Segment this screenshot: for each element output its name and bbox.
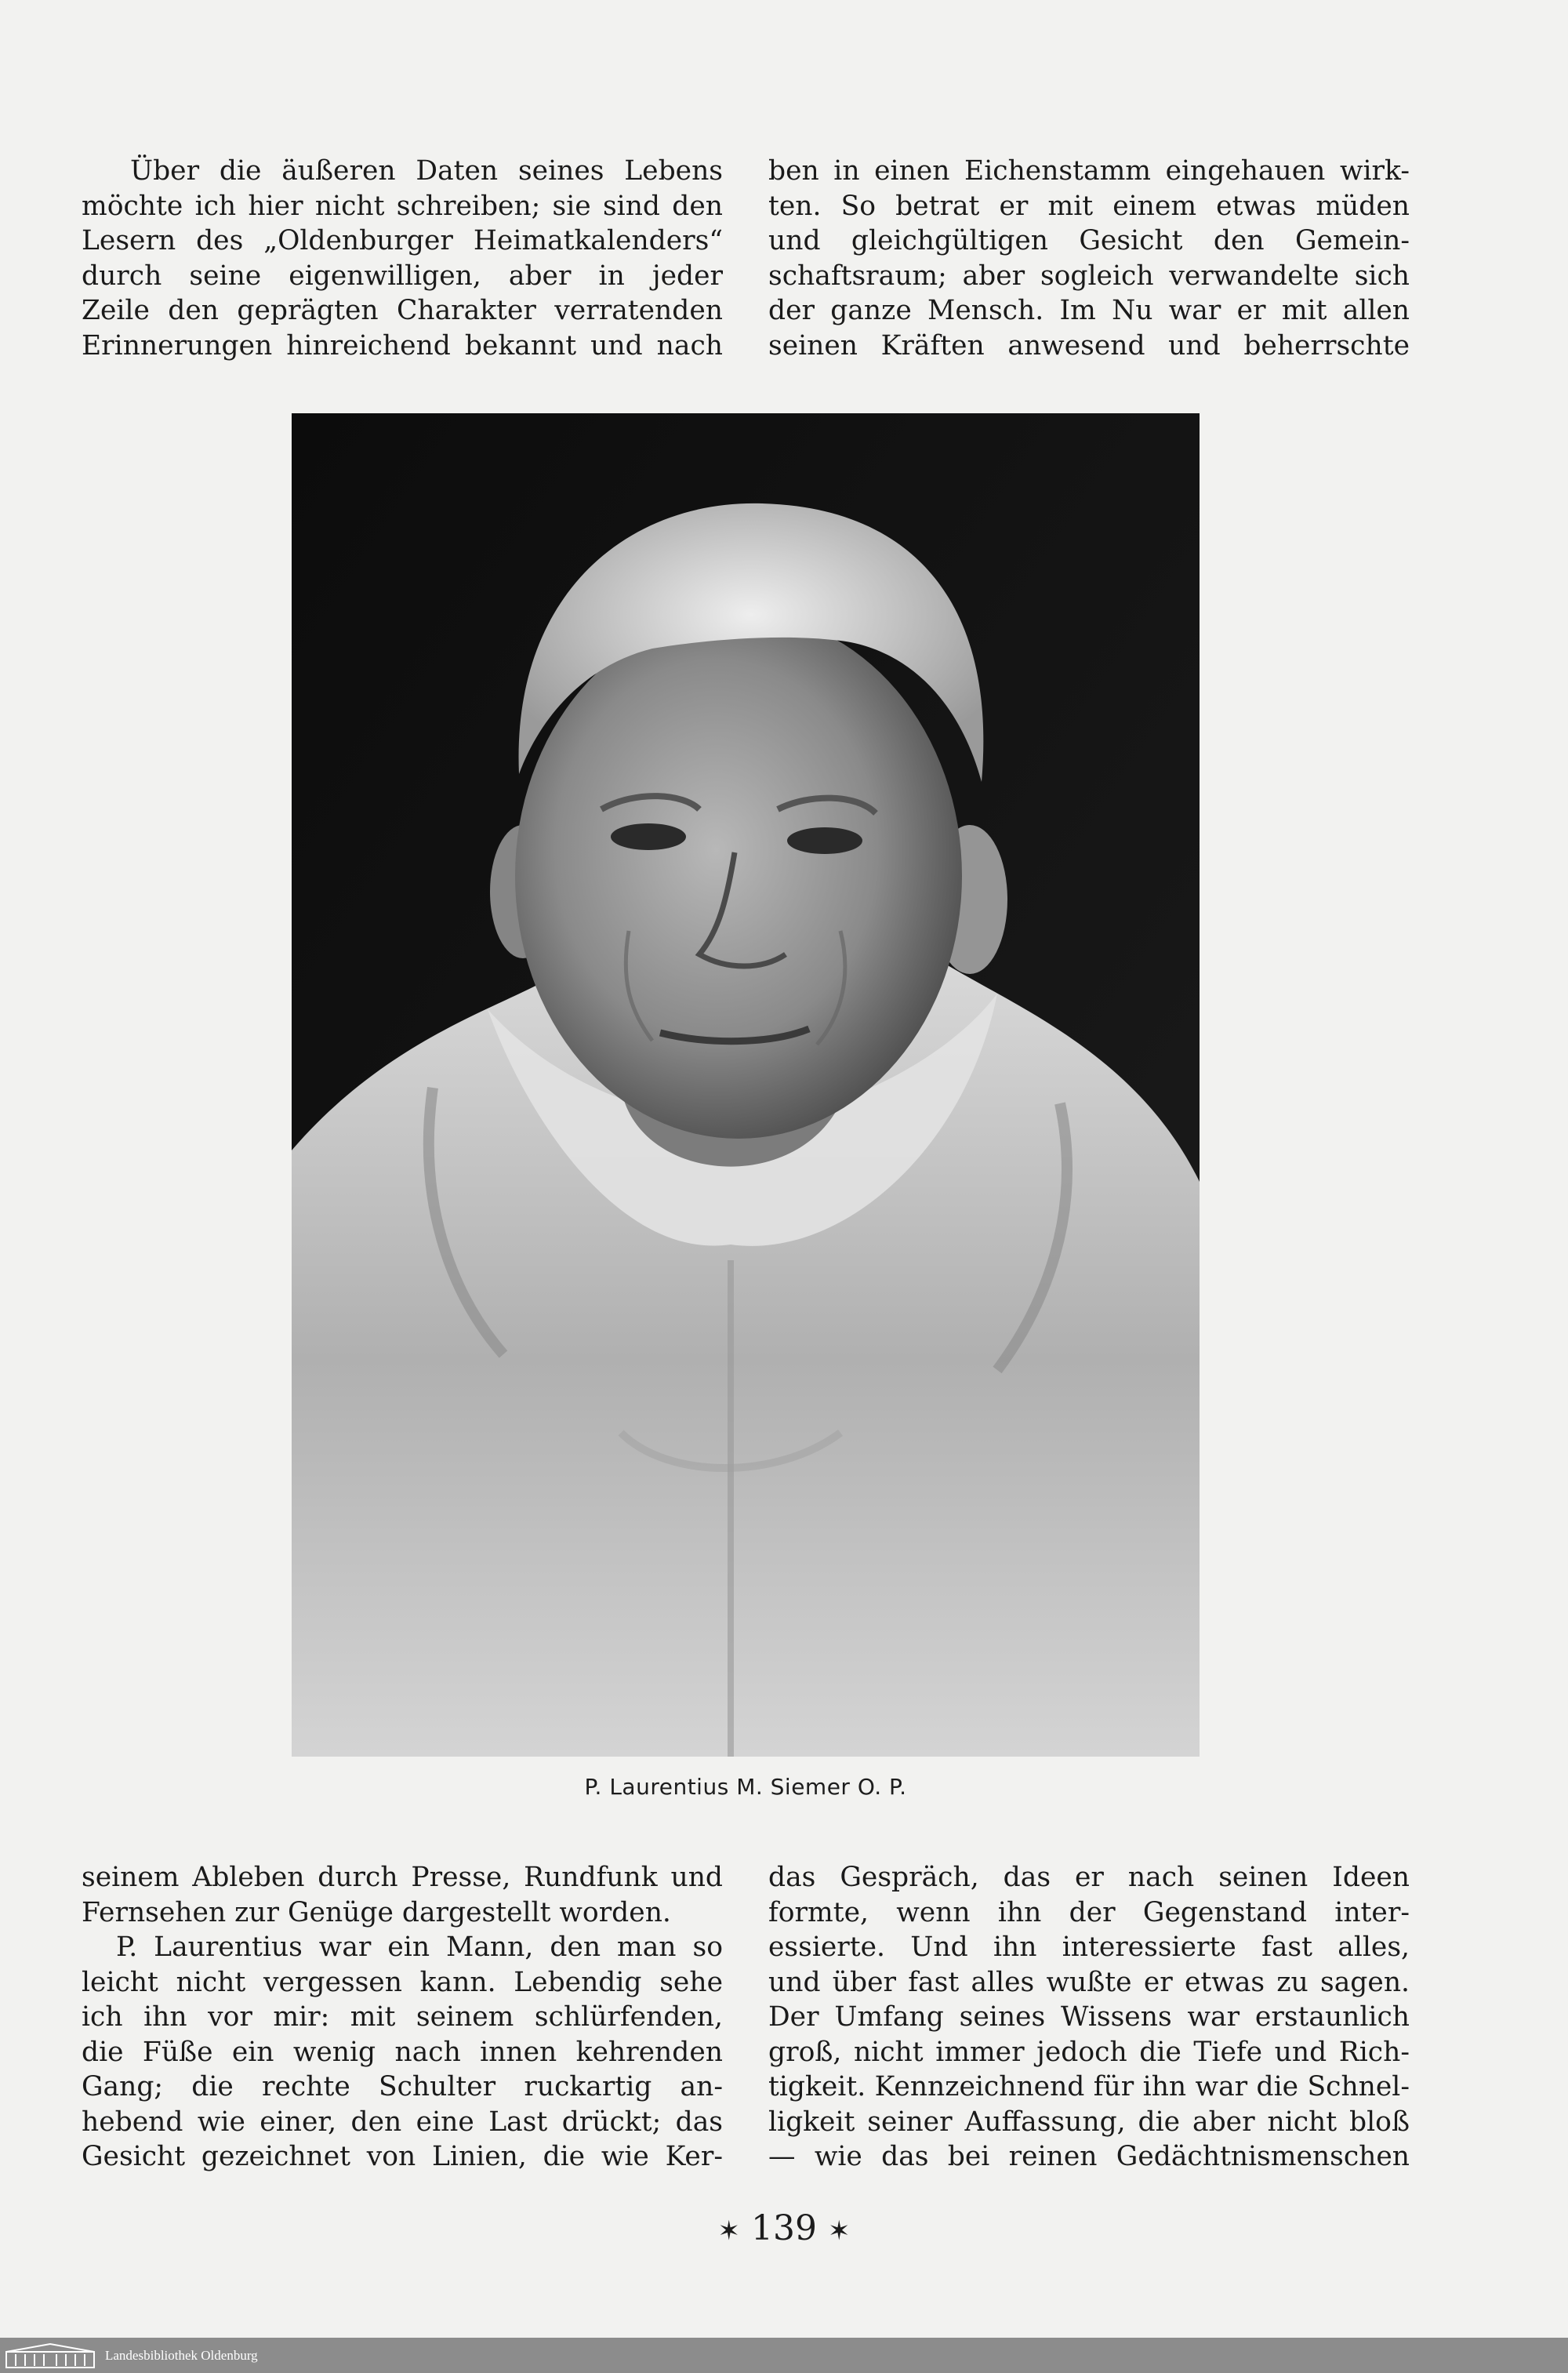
paragraph-line: — wie das bei reinen Gedächtnismenschen [768, 2141, 1410, 2172]
text-column-bottom-left [82, 1860, 723, 2175]
text-column-bottom-right [768, 1860, 1410, 2175]
paragraph-line: Der Umfang seines Wissens war erstaunlich [768, 2001, 1410, 2033]
paragraph-line: ich ihn vor mir: mit seinem schlürfenden, [82, 2001, 723, 2033]
paragraph-line: tigkeit. Kennzeichnend für ihn war die Schnel- [768, 2071, 1410, 2102]
paragraph-line: Lesern des „Oldenburger Heimatkalenders“ [82, 225, 723, 256]
paragraph-line: Gang; die rechte Schulter ruckartig an- [82, 2071, 723, 2102]
library-footer-bar [0, 2338, 1568, 2373]
photo-caption: P. Laurentius M. Siemer O. P. [584, 1774, 907, 1800]
page-number [0, 2208, 1568, 2248]
paragraph-line: ligkeit seiner Auffassung, die aber nicht bloß [768, 2106, 1410, 2138]
page-number-value: 139 [751, 2208, 817, 2248]
paragraph-line: Zeile den geprägten Charakter verratenden [82, 295, 723, 326]
paragraph-line: die Füße ein wenig nach innen kehrenden [82, 2036, 723, 2068]
paragraph-line: Erinnerungen hinreichend bekannt und nach [82, 329, 723, 362]
paragraph-line: durch seine eigenwilligen, aber in jeder [82, 260, 723, 292]
paragraph-line: Über die äußeren Daten seines Lebens [130, 155, 723, 187]
paragraph-line: schaftsraum; aber sogleich verwandelte sich [768, 260, 1410, 292]
paragraph-line: und gleichgültigen Gesicht den Gemein- [768, 225, 1410, 256]
star-icon: ✶ [717, 2215, 740, 2247]
paragraph-line: möchte ich hier nicht schreiben; sie sind den [82, 190, 723, 222]
portrait-photo [292, 413, 1200, 1757]
paragraph-line: hebend wie einer, den eine Last drückt; das [82, 2106, 723, 2138]
paragraph-line: Gesicht gezeichnet von Linien, die wie Ker- [82, 2141, 723, 2172]
paragraph-line: der ganze Mensch. Im Nu war er mit allen [768, 295, 1410, 326]
library-building-icon [5, 2342, 96, 2369]
paragraph-line: Fernsehen zur Genüge dargestellt worden. [82, 1896, 671, 1928]
paragraph-line: und über fast alles wußte er etwas zu sagen. [768, 1966, 1410, 1998]
paragraph-line: P. Laurentius war ein Mann, den man so [116, 1931, 723, 1963]
paragraph-line: seinen Kräften anwesend und beherrschte [768, 329, 1410, 362]
text-column-top-right [768, 154, 1410, 363]
library-name: Landesbibliothek Oldenburg [105, 2348, 258, 2363]
paragraph-line: das Gespräch, das er nach seinen Ideen [768, 1862, 1410, 1893]
paragraph-line: seinem Ableben durch Presse, Rundfunk und [82, 1862, 723, 1893]
paragraph-line: ten. So betrat er mit einem etwas müden [768, 190, 1410, 222]
paragraph-line: groß, nicht immer jedoch die Tiefe und Rich- [768, 2036, 1410, 2068]
star-icon: ✶ [827, 2215, 851, 2247]
paragraph-line: formte, wenn ihn der Gegenstand inter- [768, 1896, 1410, 1928]
paragraph-line: ben in einen Eichenstamm eingehauen wirk- [768, 155, 1410, 187]
portrait-illustration [292, 413, 1200, 1757]
text-column-top-left [82, 154, 723, 363]
paragraph-line: essierte. Und ihn interessierte fast alles, [768, 1931, 1410, 1963]
paragraph-line: leicht nicht vergessen kann. Lebendig sehe [82, 1966, 723, 1998]
